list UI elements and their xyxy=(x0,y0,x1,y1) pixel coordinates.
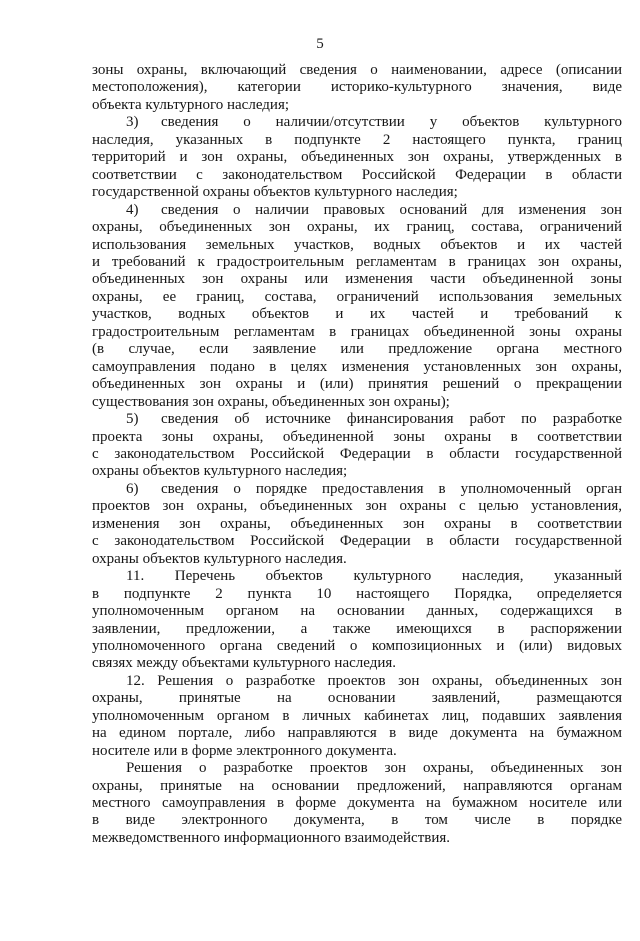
text-line: проектов зон охраны, объединенных зон охраны с целью установления, xyxy=(92,498,622,515)
paragraph xyxy=(92,568,622,673)
text-line: охраны, принятые на основании заявлений, размещаются xyxy=(92,690,622,707)
list-item-marker: 6) xyxy=(126,480,139,497)
text-line: государственной охраны объектов культурного наследия; xyxy=(92,184,458,201)
paragraph xyxy=(92,760,622,847)
text-line: с законодательством Российской Федерации в области государственной xyxy=(92,445,622,462)
text-line: участков, водных объектов и их частей и требований к xyxy=(92,306,622,323)
text-line: территорий и зон охраны, объединенных зон охраны, утвержденных в xyxy=(92,149,622,166)
text-line: 11. Перечень объектов культурного наследия, указанный xyxy=(126,568,622,585)
text-line: местного самоуправления в форме документа на бумажном носителе или xyxy=(92,795,622,812)
text-line: на едином портале, либо направляются в виде документа на бумажном xyxy=(92,725,622,742)
list-item-marker: 3) xyxy=(126,114,139,131)
text-line: охраны объектов культурного наследия. xyxy=(92,550,347,567)
line-text: сведения о наличии правовых оснований для изменения зон xyxy=(161,201,622,218)
paragraph xyxy=(92,202,622,411)
text-line: (в случае, если заявление или предложение органа местного xyxy=(92,341,622,358)
line-text: сведения об источнике финансирования работ по разработке xyxy=(161,411,622,428)
text-line: и требований к градостроительным регламентам в границах зон охраны, xyxy=(92,253,622,270)
text-line: изменения зон охраны, объединенных зон охраны в соответствии xyxy=(92,515,622,532)
page-number: 5 xyxy=(316,36,324,52)
paragraph xyxy=(92,114,622,201)
text-line: носителе или в форме электронного документа. xyxy=(92,742,397,759)
text-line: использования земельных участков, водных объектов и их частей xyxy=(92,236,622,253)
text-line: с законодательством Российской Федерации в области государственной xyxy=(92,533,622,550)
text-line xyxy=(92,114,622,131)
text-line xyxy=(92,411,622,428)
paragraph xyxy=(92,62,622,114)
text-line: заявлении, предложении, а также имеющихся в распоряжении xyxy=(92,620,622,637)
text-line: межведомственного информационного взаимодействия. xyxy=(92,829,451,846)
text-line: охраны объектов культурного наследия; xyxy=(92,463,348,480)
text-line: объекта культурного наследия; xyxy=(92,96,290,113)
text-line: соответствии с законодательством Российской Федерации в области xyxy=(92,166,622,183)
text-line xyxy=(92,481,622,498)
line-text: сведения о порядке предоставления в уполномоченный орган xyxy=(161,480,622,497)
text-line: охраны, объединенных зон охраны, их границ, состава, ограничений xyxy=(92,219,622,236)
text-line xyxy=(92,202,622,219)
text-line: градостроительным регламентам в границах объединенной зоны охраны xyxy=(92,323,622,340)
line-text: сведения о наличии/отсутствии у объектов культурного xyxy=(161,114,622,131)
paragraph xyxy=(92,411,622,481)
paragraph xyxy=(92,673,622,760)
text-line: зоны охраны, включающий сведения о наименовании, адресе (описании xyxy=(92,62,622,78)
text-line: в виде электронного документа, в том числе в порядке xyxy=(92,812,622,829)
text-line: самоуправления подано в целях изменения установленных зон охраны, xyxy=(92,358,622,375)
list-item-marker: 4) xyxy=(126,201,139,218)
document-page xyxy=(0,36,640,941)
text-line: охраны, принятые на основании предложений, направляются органам xyxy=(92,777,622,794)
text-line: 12. Решения о разработке проектов зон охраны, объединенных зон xyxy=(126,672,622,689)
text-line: объединенных зон охраны или изменения части объединенной зоны xyxy=(92,271,622,288)
text-line: уполномоченным органом в личных кабинетах лиц, подавших заявления xyxy=(92,707,622,724)
text-line: уполномоченным органом на основании данных, содержащихся в xyxy=(92,603,622,620)
text-line: Решения о разработке проектов зон охраны, объединенных зон xyxy=(126,760,622,777)
text-line: уполномоченного органа сведений о композиционных и (или) видовых xyxy=(92,637,622,654)
paragraph xyxy=(92,481,622,568)
text-line: объединенных зон охраны и (или) принятия решений о прекращении xyxy=(92,376,622,393)
list-item-marker: 5) xyxy=(126,411,139,428)
document-body xyxy=(0,62,640,847)
text-line: охраны, ее границ, состава, ограничений использования земельных xyxy=(92,288,622,305)
text-line: существования зон охраны, объединенных зон охраны); xyxy=(92,393,450,410)
text-line: в подпункте 2 пункта 10 настоящего Порядка, определяется xyxy=(92,585,622,602)
text-line: проекта зоны охраны, объединенной зоны охраны в соответствии xyxy=(92,428,622,445)
text-line: местоположения), категории историко-культурного значения, виде xyxy=(92,79,622,96)
text-line: наследия, указанных в подпункте 2 настоящего пункта, границ xyxy=(92,131,622,148)
text-line: связях между объектами культурного наследия. xyxy=(92,655,397,672)
